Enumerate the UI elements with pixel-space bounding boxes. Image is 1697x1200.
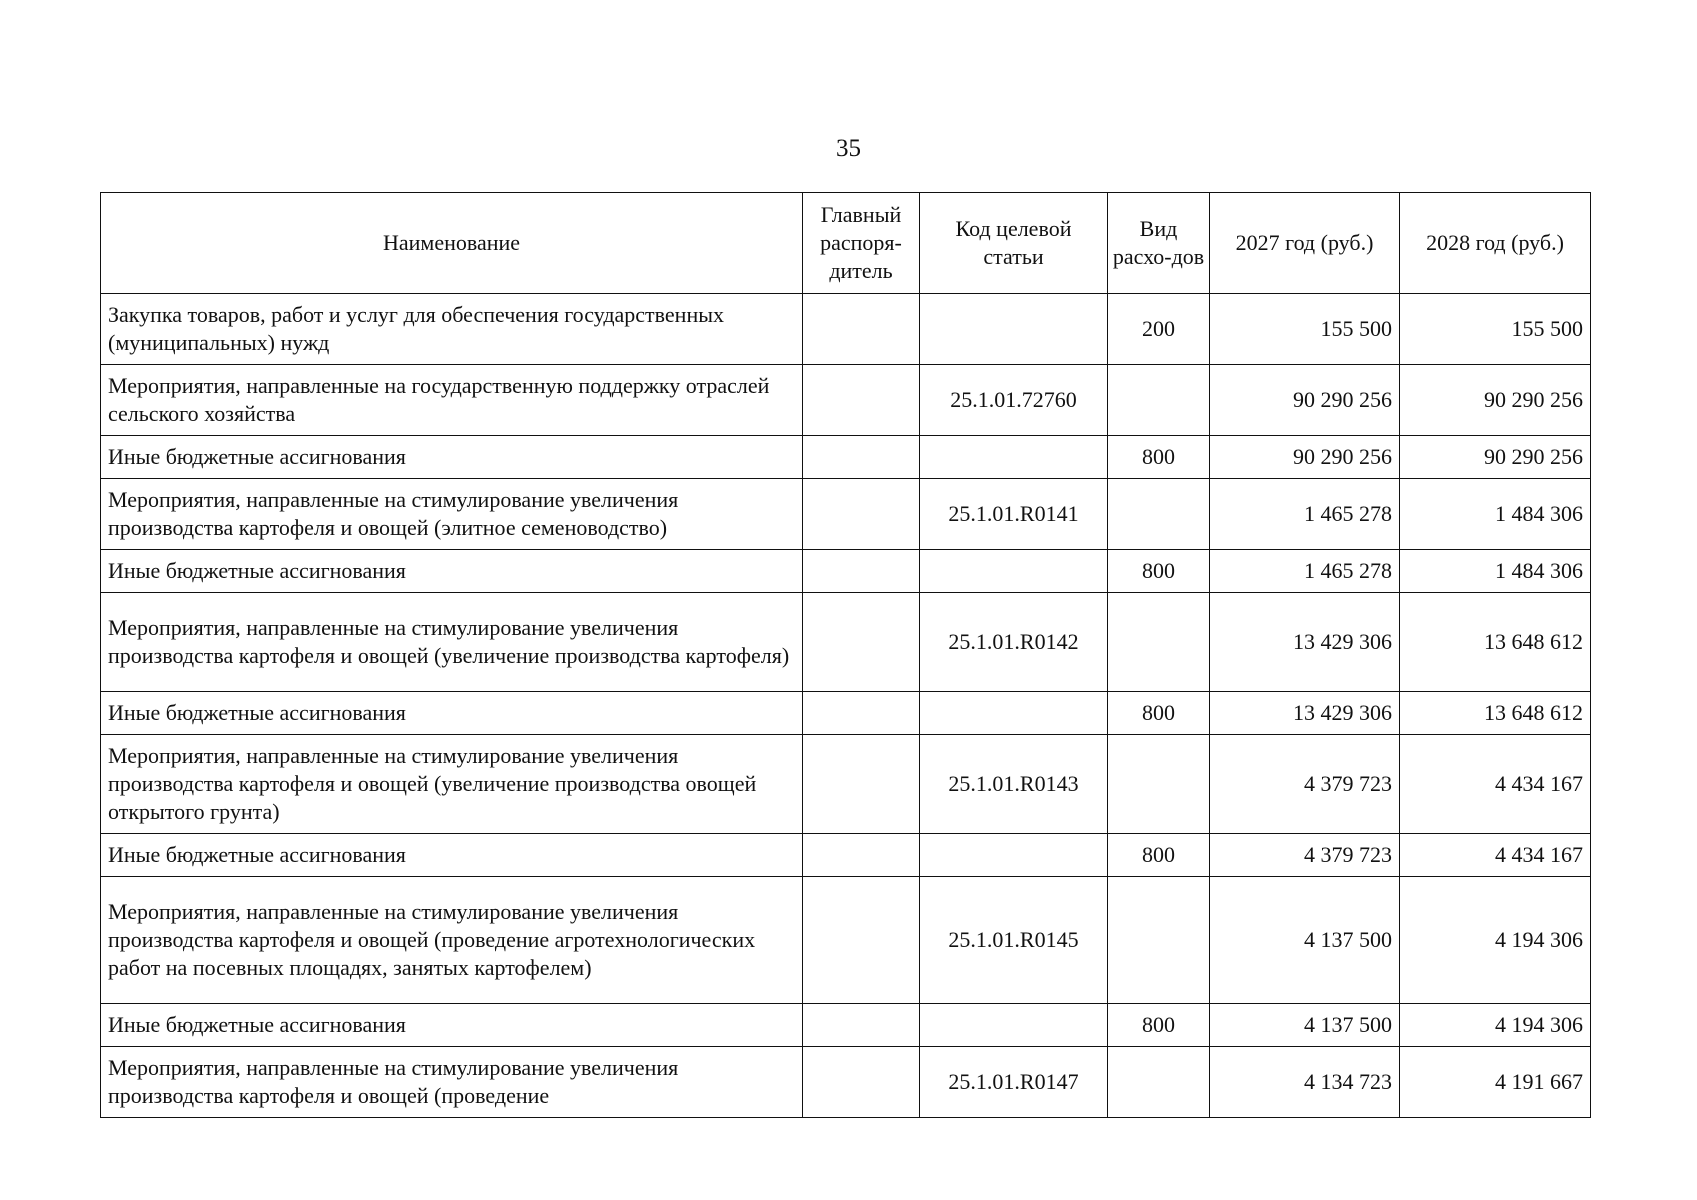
cell-admin: [803, 294, 920, 365]
cell-admin: [803, 365, 920, 436]
cell-kind: 200: [1108, 294, 1210, 365]
cell-name: Иные бюджетные ассигнования: [101, 436, 803, 479]
cell-name: Иные бюджетные ассигнования: [101, 692, 803, 735]
cell-kind: 800: [1108, 834, 1210, 877]
cell-2028: 155 500: [1400, 294, 1591, 365]
cell-2028: 4 434 167: [1400, 834, 1591, 877]
table-row: [101, 550, 1591, 593]
cell-admin: [803, 877, 920, 1004]
cell-admin: [803, 436, 920, 479]
table-row: [101, 692, 1591, 735]
cell-2028: 90 290 256: [1400, 436, 1591, 479]
cell-name: Мероприятия, направленные на государственную поддержку отраслей сельского хозяйства: [101, 365, 803, 436]
cell-2027: 1 465 278: [1210, 550, 1400, 593]
cell-name: Мероприятия, направленные на стимулирование увеличения производства картофеля и овощей (элитное семеноводство): [101, 479, 803, 550]
header-code: Код целевой статьи: [920, 193, 1108, 294]
table-header-row: [101, 193, 1591, 294]
cell-admin: [803, 834, 920, 877]
cell-kind: [1108, 593, 1210, 692]
cell-kind: [1108, 365, 1210, 436]
cell-2028: 4 434 167: [1400, 735, 1591, 834]
cell-name: Мероприятия, направленные на стимулирование увеличения производства картофеля и овощей (проведение агротехнологических работ на посевных площадях, занятых картофелем): [101, 877, 803, 1004]
cell-code: [920, 550, 1108, 593]
cell-code: 25.1.01.R0143: [920, 735, 1108, 834]
cell-2027: 90 290 256: [1210, 436, 1400, 479]
table-row: [101, 1004, 1591, 1047]
cell-code: 25.1.01.R0141: [920, 479, 1108, 550]
table-row: [101, 834, 1591, 877]
cell-kind: [1108, 735, 1210, 834]
cell-code: 25.1.01.R0145: [920, 877, 1108, 1004]
cell-2027: 4 137 500: [1210, 877, 1400, 1004]
table-row: [101, 294, 1591, 365]
cell-2028: 4 191 667: [1400, 1047, 1591, 1118]
table-row: [101, 735, 1591, 834]
cell-admin: [803, 550, 920, 593]
cell-kind: 800: [1108, 436, 1210, 479]
cell-2028: 13 648 612: [1400, 692, 1591, 735]
cell-name: Закупка товаров, работ и услуг для обеспечения государственных (муниципальных) нужд: [101, 294, 803, 365]
table-row: [101, 365, 1591, 436]
cell-2027: 4 379 723: [1210, 834, 1400, 877]
cell-admin: [803, 735, 920, 834]
cell-code: 25.1.01.R0147: [920, 1047, 1108, 1118]
cell-2028: 90 290 256: [1400, 365, 1591, 436]
page-number: 35: [836, 135, 861, 162]
budget-table: [100, 192, 1591, 1118]
cell-kind: [1108, 877, 1210, 1004]
cell-admin: [803, 1004, 920, 1047]
table-row: [101, 1047, 1591, 1118]
cell-name: Мероприятия, направленные на стимулирование увеличения производства картофеля и овощей (увеличение производства картофеля): [101, 593, 803, 692]
table-row: [101, 593, 1591, 692]
cell-2028: 13 648 612: [1400, 593, 1591, 692]
cell-name: Иные бюджетные ассигнования: [101, 834, 803, 877]
cell-2027: 4 137 500: [1210, 1004, 1400, 1047]
cell-name: Иные бюджетные ассигнования: [101, 1004, 803, 1047]
cell-code: 25.1.01.72760: [920, 365, 1108, 436]
cell-2027: 155 500: [1210, 294, 1400, 365]
cell-admin: [803, 1047, 920, 1118]
cell-kind: 800: [1108, 550, 1210, 593]
cell-2027: 1 465 278: [1210, 479, 1400, 550]
header-2027: 2027 год (руб.): [1210, 193, 1400, 294]
table-row: [101, 877, 1591, 1004]
cell-2027: 90 290 256: [1210, 365, 1400, 436]
cell-2028: 4 194 306: [1400, 1004, 1591, 1047]
header-kind: Вид расхо-дов: [1108, 193, 1210, 294]
cell-2028: 1 484 306: [1400, 479, 1591, 550]
cell-2027: 4 134 723: [1210, 1047, 1400, 1118]
cell-kind: 800: [1108, 1004, 1210, 1047]
header-name: Наименование: [101, 193, 803, 294]
cell-code: [920, 834, 1108, 877]
cell-code: [920, 1004, 1108, 1047]
cell-2027: 4 379 723: [1210, 735, 1400, 834]
table-row: [101, 436, 1591, 479]
cell-kind: [1108, 479, 1210, 550]
cell-admin: [803, 593, 920, 692]
table-row: [101, 479, 1591, 550]
cell-code: [920, 692, 1108, 735]
cell-code: [920, 294, 1108, 365]
header-admin: Главный распоря-дитель: [803, 193, 920, 294]
cell-name: Мероприятия, направленные на стимулирование увеличения производства картофеля и овощей (увеличение производства овощей открытого грунта): [101, 735, 803, 834]
cell-kind: 800: [1108, 692, 1210, 735]
cell-admin: [803, 479, 920, 550]
cell-name: Мероприятия, направленные на стимулирование увеличения производства картофеля и овощей (проведение: [101, 1047, 803, 1118]
cell-2027: 13 429 306: [1210, 593, 1400, 692]
cell-name: Иные бюджетные ассигнования: [101, 550, 803, 593]
cell-admin: [803, 692, 920, 735]
cell-kind: [1108, 1047, 1210, 1118]
cell-code: [920, 436, 1108, 479]
cell-code: 25.1.01.R0142: [920, 593, 1108, 692]
cell-2028: 4 194 306: [1400, 877, 1591, 1004]
cell-2027: 13 429 306: [1210, 692, 1400, 735]
cell-2028: 1 484 306: [1400, 550, 1591, 593]
header-2028: 2028 год (руб.): [1400, 193, 1591, 294]
